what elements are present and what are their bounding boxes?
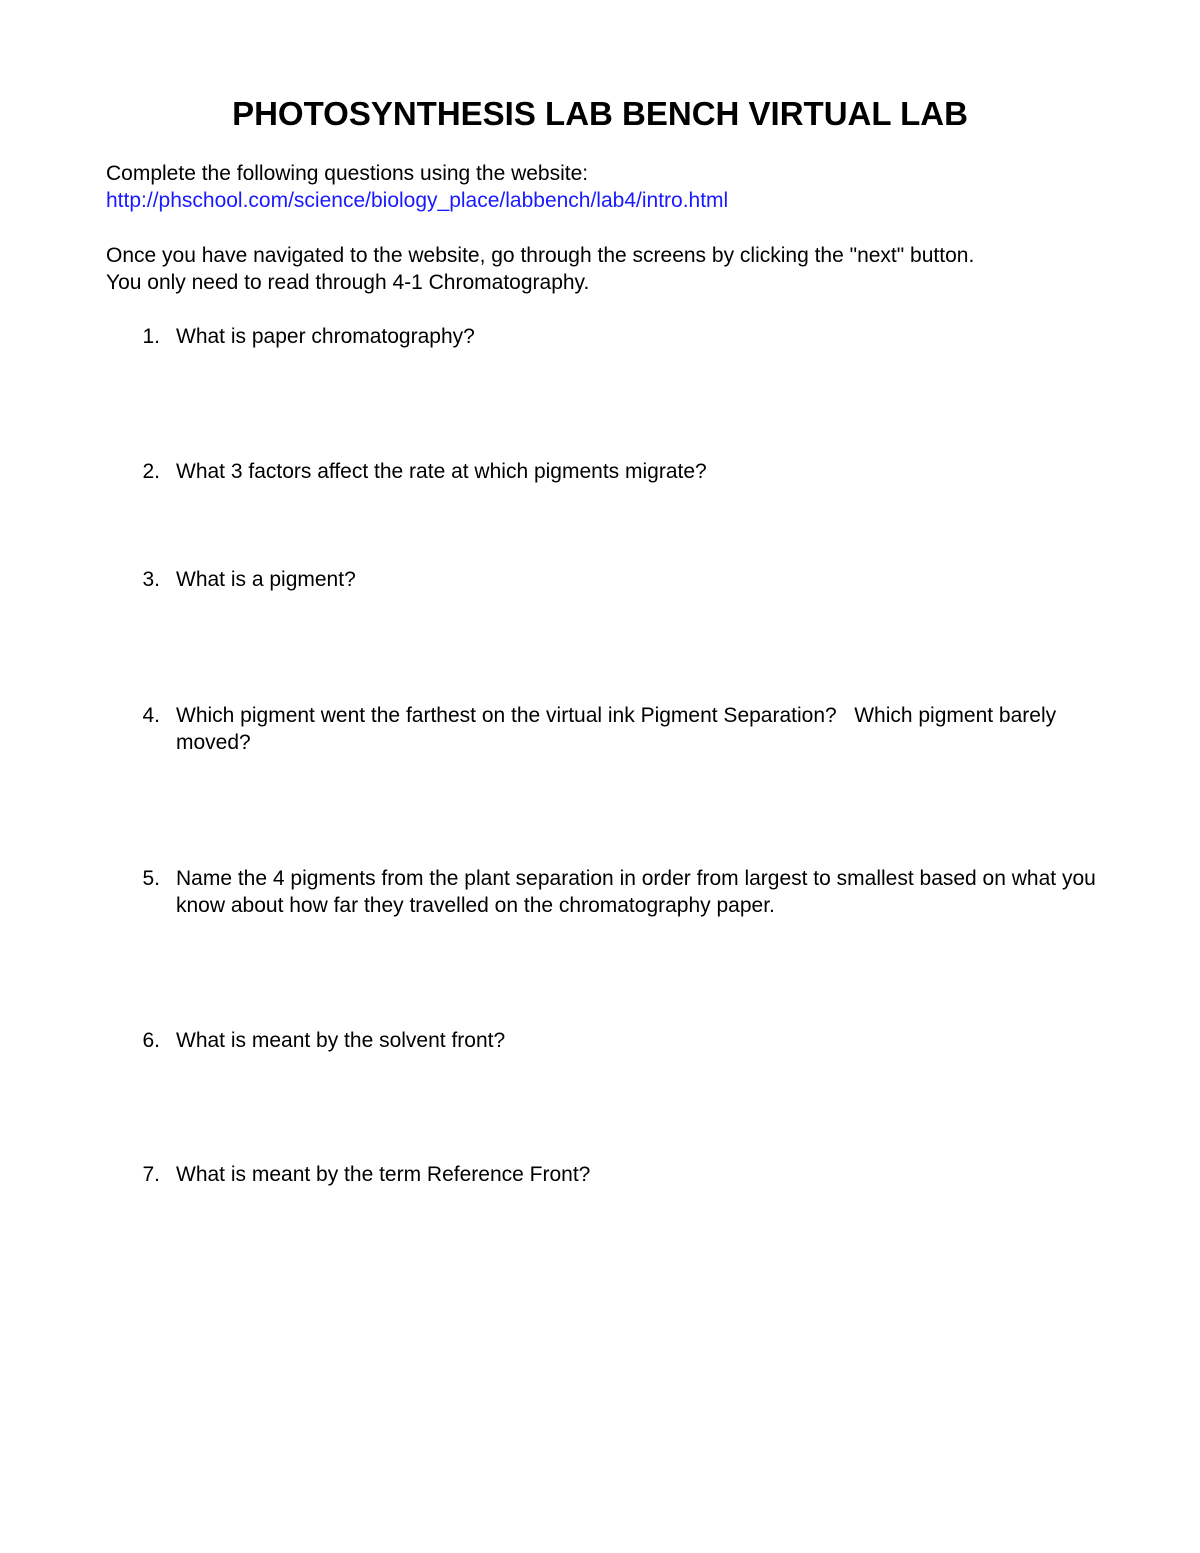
question-number: 2. xyxy=(142,460,160,483)
question-text: Name the 4 pigments from the plant separation in order from largest to smallest based on what you know about how far they travelled on the chromatography paper. xyxy=(176,867,1096,917)
question-text: Which pigment went the farthest on the virtual ink Pigment Separation? Which pigment barely moved? xyxy=(176,704,1062,754)
question-text: What is paper chromatography? xyxy=(176,325,475,348)
website-link[interactable]: http://phschool.com/science/biology_place/labbench/lab4/intro.html xyxy=(106,189,729,212)
page-title: PHOTOSYNTHESIS LAB BENCH VIRTUAL LAB xyxy=(232,95,968,132)
question-number: 7. xyxy=(142,1163,160,1186)
question-number: 5. xyxy=(142,867,160,890)
question-number: 1. xyxy=(142,325,160,348)
instructions-line-1: Once you have navigated to the website, go through the screens by clicking the "next" button. xyxy=(106,244,975,267)
question-number: 3. xyxy=(142,568,160,591)
question-text: What is meant by the term Reference Front? xyxy=(176,1163,591,1186)
question-text: What is a pigment? xyxy=(176,568,356,591)
instructions-line-2: You only need to read through 4-1 Chromatography. xyxy=(106,271,590,294)
intro-text: Complete the following questions using the website: xyxy=(106,162,589,185)
question-text: What is meant by the solvent front? xyxy=(176,1029,506,1052)
question-number: 4. xyxy=(142,704,160,727)
question-number: 6. xyxy=(142,1029,160,1052)
question-text: What 3 factors affect the rate at which pigments migrate? xyxy=(176,460,707,483)
